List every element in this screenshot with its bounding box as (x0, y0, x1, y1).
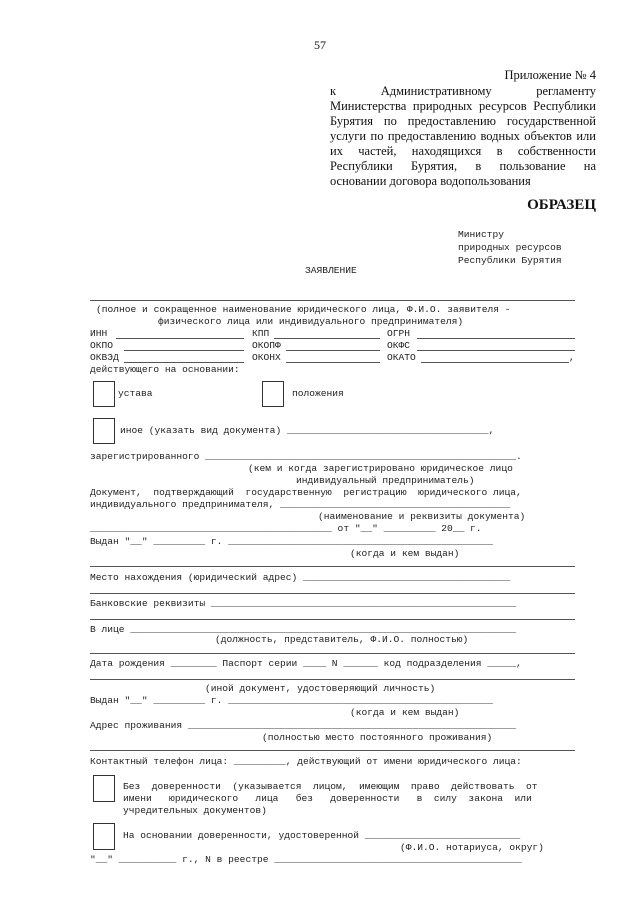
kpp-label: КПП (252, 328, 270, 339)
no-proxy-text: учредительных документов) (123, 805, 267, 816)
kpp-field[interactable] (274, 338, 380, 339)
other-id-hint: (иной документ, удостоверяющий личность) (205, 683, 436, 694)
appendix-line: Республики Бурятия, в пользование на (330, 159, 596, 173)
proxy-checkbox[interactable] (93, 823, 115, 850)
doc-hint: (наименование и реквизиты документа) (318, 511, 526, 522)
sample-label: ОБРАЗЕЦ (527, 197, 596, 213)
other-doc-checkbox[interactable] (93, 418, 115, 444)
inn-field[interactable] (116, 338, 244, 339)
ogrn-label: ОГРН (387, 328, 411, 339)
person-hint: (должность, представитель, Ф.И.О. полностью) (215, 634, 469, 645)
registered-label: зарегистрированного ______________________________________________________. (90, 451, 522, 462)
proxy-hint: (Ф.И.О. нотариуса, округ) (400, 842, 544, 853)
charter-label: устава (118, 388, 153, 399)
issued2-line: Выдан "__" _________ г. ______________________________________________ (90, 695, 494, 706)
blank-line[interactable] (90, 653, 575, 654)
ogrn-field[interactable] (417, 338, 575, 339)
issued-line: Выдан "__" _________ г. ______________________________________________ (90, 536, 494, 547)
no-proxy-text: имени юридического лица без доверенности в силу закона или (123, 793, 532, 804)
appendix-title: Приложение № 4 (504, 68, 596, 82)
okved-label: ОКВЭД (90, 352, 119, 363)
okato-field[interactable] (421, 362, 569, 363)
okpo-label: ОКПО (90, 340, 114, 351)
okpo-field[interactable] (124, 350, 244, 351)
no-proxy-text: Без доверенности (указывается лицом, имеющим право действовать от (123, 781, 538, 792)
doc-date-line: __________________________________________ от "__" _________ 20__ г. (90, 523, 482, 534)
other-doc-label: иное (указать вид документа) ___________________________________, (120, 425, 495, 436)
appendix-line: Министерства природных ресурсов Республики (330, 99, 596, 113)
addressee-line: природных ресурсов (458, 242, 562, 253)
appendix-line: их частей, находящихся в собственности (330, 144, 596, 158)
okopf-label: ОКОПФ (252, 340, 281, 351)
blank-line[interactable] (90, 566, 575, 567)
applicant-name-line[interactable] (90, 300, 575, 301)
appendix-line: услуги по предоставлению водных объектов или (330, 129, 596, 143)
okonh-field[interactable] (286, 362, 380, 363)
registered-hint: (кем и когда зарегистрировано юридическое лицо (248, 463, 513, 474)
addressee-line: Министру (458, 229, 505, 240)
regulation-checkbox[interactable] (262, 381, 284, 407)
okonh-label: ОКОНХ (252, 352, 281, 363)
comma: , (569, 352, 575, 363)
blank-line[interactable] (90, 750, 575, 751)
person-line: В лице ___________________________________________________________________ (90, 624, 517, 635)
charter-checkbox[interactable] (93, 381, 115, 407)
inn-label: ИНН (90, 328, 108, 339)
form-title: ЗАЯВЛЕНИЕ (305, 265, 357, 276)
no-proxy-checkbox[interactable] (93, 775, 115, 802)
proxy-text: На основании доверенности, удостоверенной ___________________________ (123, 830, 521, 841)
location-line: Место нахождения (юридический адрес) ____________________________________ (90, 572, 511, 583)
blank-line[interactable] (90, 593, 575, 594)
issued-hint: (когда и кем выдан) (350, 548, 460, 559)
doc-line: индивидуального предпринимателя, ________________________________________ (90, 499, 511, 510)
residence-hint: (полностью место постоянного проживания) (262, 732, 493, 743)
okato-label: ОКАТО (387, 352, 416, 363)
blank-line[interactable] (90, 679, 575, 680)
regulation-label: положения (292, 388, 344, 399)
blank-line[interactable] (90, 619, 575, 620)
okved-field[interactable] (124, 362, 244, 363)
applicant-hint: физического лица или индивидуального предпринимателя) (158, 316, 464, 327)
okfs-label: ОКФС (387, 340, 411, 351)
residence-line: Адрес проживания _________________________________________________________ (90, 720, 517, 731)
addressee-line: Республики Бурятия (458, 255, 562, 266)
okopf-field[interactable] (286, 350, 380, 351)
appendix-line: Бурятия по предоставлению государственной (330, 114, 596, 128)
proxy-register-line: "__" __________ г., N в реестре ___________________________________________ (90, 854, 522, 865)
acting-basis-label: действующего на основании: (90, 364, 240, 375)
applicant-hint: (полное и сокращенное наименование юридического лица, Ф.И.О. заявителя - (96, 304, 511, 315)
appendix-line: основании договора водопользования (330, 174, 531, 188)
phone-line: Контактный телефон лица: _________, действующий от имени юридического лица: (90, 756, 522, 767)
doc-line: Документ, подтверждающий государственную регистрацию юридического лица, (90, 487, 522, 498)
issued2-hint: (когда и кем выдан) (350, 707, 460, 718)
page-number: 57 (314, 38, 326, 52)
okfs-field[interactable] (417, 350, 575, 351)
registered-hint: индивидуальный предприниматель) (296, 475, 475, 486)
appendix-line: к Административному регламенту (330, 84, 596, 98)
bank-line: Банковские реквизиты _____________________________________________________ (90, 598, 517, 609)
birth-line: Дата рождения ________ Паспорт серии ____ N ______ код подразделения _____, (90, 658, 522, 669)
